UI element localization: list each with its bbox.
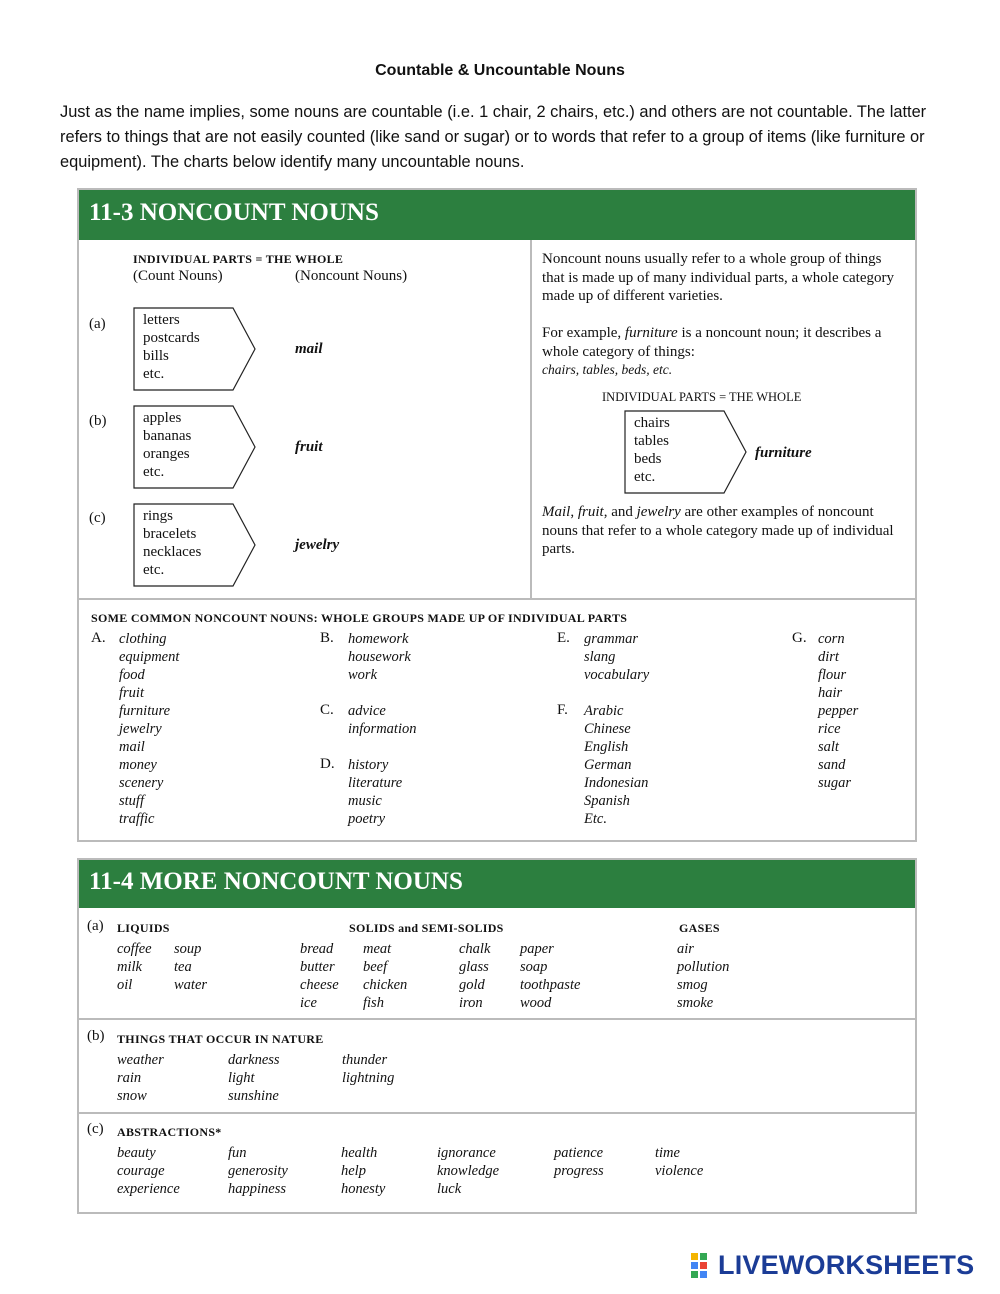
list-item: information: [348, 721, 417, 737]
explanation-paragraph-2: [542, 324, 904, 380]
list-item: food: [119, 667, 145, 683]
list-item: sand: [818, 757, 846, 773]
section-label: (b): [87, 1028, 105, 1044]
liquids-col-1: [117, 940, 152, 994]
list-item: flour: [818, 667, 847, 683]
list-item: letters: [143, 312, 180, 328]
abstractions-col-1: [117, 1144, 180, 1198]
common-nouns-heading: SOME COMMON NONCOUNT NOUNS: WHOLE GROUPS MADE UP OF INDIVIDUAL PARTS: [91, 611, 628, 625]
list-item: work: [348, 667, 377, 683]
list-item: wood: [520, 995, 552, 1011]
list-item: Chinese: [584, 721, 631, 737]
text-fragment: ,: [570, 504, 578, 520]
group-f-list: [584, 702, 648, 828]
list-item: glass: [459, 959, 489, 975]
list-item: weather: [117, 1052, 164, 1068]
section-label: (a): [87, 918, 104, 934]
list-item: mail: [119, 739, 145, 755]
list-item: pollution: [677, 959, 730, 975]
list-item: tea: [174, 959, 192, 975]
abstractions-col-6: [655, 1144, 703, 1180]
list-item: hair: [818, 685, 843, 701]
example-label: (b): [89, 413, 107, 429]
list-item: rings: [143, 508, 173, 524]
list-item: ice: [300, 995, 317, 1011]
list-item: honesty: [341, 1181, 386, 1197]
list-item: Etc.: [584, 811, 607, 827]
list-item: English: [584, 739, 629, 755]
list-item: knowledge: [437, 1163, 500, 1179]
list-item: corn: [818, 631, 845, 647]
section-divider: [79, 1018, 915, 1020]
intro-paragraph: Just as the name implies, some nouns are countable (i.e. 1 chair, 2 chairs, etc.) and others are not countable. The latter refers to things that are not easily counted (like sand or sugar) or to words that refer to a group of items (like furniture or equipment). The charts below identify many uncountable nouns.: [60, 103, 927, 171]
list-item: literature: [348, 775, 403, 791]
example-c-box: [133, 503, 257, 587]
list-item: stuff: [119, 793, 144, 809]
gases-col: [677, 940, 729, 1012]
list-item: history: [348, 757, 389, 773]
list-item: money: [119, 757, 157, 773]
section-divider: [79, 598, 915, 600]
list-item: pepper: [818, 703, 859, 719]
list-item: generosity: [228, 1163, 288, 1179]
list-item: happiness: [228, 1181, 286, 1197]
group-a-list: [119, 630, 179, 828]
list-item: toothpaste: [520, 977, 581, 993]
list-item: bracelets: [143, 526, 197, 542]
group-b-list: [348, 630, 411, 684]
list-item: patience: [554, 1145, 604, 1161]
group-c-list: [348, 702, 416, 738]
list-item: bananas: [143, 428, 192, 444]
list-item: furniture: [119, 703, 171, 719]
list-item: ignorance: [437, 1145, 496, 1161]
abstractions-heading: ABSTRACTIONS*: [117, 1125, 222, 1139]
solids-col-2: [363, 940, 407, 1012]
section-divider: [79, 1112, 915, 1114]
list-item: rice: [818, 721, 841, 737]
chart-11-3: [77, 188, 917, 842]
example-label: (a): [89, 316, 106, 332]
list-item: thunder: [342, 1052, 388, 1068]
list-item: sugar: [818, 775, 852, 791]
solids-col-3: [459, 940, 490, 1012]
list-item: Arabic: [584, 703, 624, 719]
list-item: clothing: [119, 631, 167, 647]
list-item: music: [348, 793, 382, 809]
list-item: salt: [818, 739, 839, 755]
list-item: lightning: [342, 1070, 395, 1086]
list-item: progress: [554, 1163, 604, 1179]
list-item: bills: [143, 348, 169, 364]
list-item: dirt: [818, 649, 839, 665]
whole-noun-mail: mail: [295, 341, 323, 357]
list-item: homework: [348, 631, 409, 647]
diagram-heading: INDIVIDUAL PARTS = THE WHOLE: [602, 390, 802, 404]
group-letter: E.: [557, 630, 570, 646]
text-fragment: furniture: [624, 325, 678, 341]
list-item: etc.: [143, 366, 165, 382]
text-fragment: are other examples of noncount nouns that refer to a whole category made up of individual parts.: [542, 504, 894, 557]
list-item: chicken: [363, 977, 408, 993]
group-letter: B.: [320, 630, 334, 646]
gases-heading: GASES: [679, 921, 720, 935]
explanation-paragraph-1: Noncount nouns usually refer to a whole group of things that is made up of many individual parts, a whole category made up of different varieties.: [542, 251, 894, 304]
list-item: beef: [363, 959, 388, 975]
parts-whole-heading: INDIVIDUAL PARTS = THE WHOLE: [133, 252, 344, 266]
nature-heading: THINGS THAT OCCUR IN NATURE: [117, 1032, 324, 1046]
text-fragment: fruit: [577, 504, 604, 520]
list-item: iron: [459, 995, 483, 1011]
abstractions-col-2: [228, 1144, 288, 1198]
nature-col-3: [342, 1051, 394, 1087]
list-item: etc.: [143, 562, 165, 578]
list-item: soap: [520, 959, 548, 975]
list-item: butter: [300, 959, 335, 975]
example-label: (c): [89, 510, 106, 526]
noncount-nouns-subheading: (Noncount Nouns): [295, 268, 408, 284]
list-item: rain: [117, 1070, 142, 1086]
list-item: oranges: [143, 446, 190, 462]
list-item: apples: [143, 410, 182, 426]
list-item: coffee: [117, 941, 152, 957]
group-letter: D.: [320, 756, 335, 772]
list-item: grammar: [584, 631, 638, 647]
list-item: time: [655, 1145, 680, 1161]
group-e-list: [584, 630, 649, 684]
list-item: vocabulary: [584, 667, 650, 683]
count-nouns-subheading: (Count Nouns): [133, 268, 223, 284]
liveworksheets-logo-icon: [691, 1253, 715, 1279]
list-item: cheese: [300, 977, 339, 993]
whole-noun-furniture: furniture: [755, 445, 812, 461]
furniture-box: [624, 410, 748, 494]
group-letter: C.: [320, 702, 334, 718]
liquids-col-2: [174, 940, 207, 994]
list-item: housework: [348, 649, 411, 665]
list-item: fruit: [119, 685, 144, 701]
list-item: scenery: [119, 775, 164, 791]
list-item: traffic: [119, 811, 155, 827]
list-item: smoke: [677, 995, 714, 1011]
list-item: sunshine: [228, 1088, 279, 1104]
example-list: chairs, tables, beds, etc.: [542, 362, 673, 377]
list-item: bread: [300, 941, 334, 957]
list-item: darkness: [228, 1052, 280, 1068]
solids-heading: SOLIDS and SEMI-SOLIDS: [349, 921, 504, 935]
section-label: (c): [87, 1121, 104, 1137]
list-item: postcards: [143, 330, 200, 346]
text-fragment: jewelry: [636, 504, 681, 520]
list-item: etc.: [143, 464, 165, 480]
list-item: Spanish: [584, 793, 630, 809]
list-item: slang: [584, 649, 616, 665]
list-item: health: [341, 1145, 378, 1161]
list-item: snow: [117, 1088, 147, 1104]
solids-col-1: [300, 940, 339, 1012]
list-item: poetry: [348, 811, 386, 827]
list-item: chalk: [459, 941, 491, 957]
nature-col-1: [117, 1051, 164, 1105]
abstractions-col-4: [437, 1144, 499, 1198]
list-item: violence: [655, 1163, 704, 1179]
list-item: beds: [634, 451, 662, 467]
abstractions-col-5: [554, 1144, 604, 1180]
list-item: soup: [174, 941, 202, 957]
list-item: milk: [117, 959, 142, 975]
text-fragment: , and: [603, 504, 637, 520]
list-item: courage: [117, 1163, 165, 1179]
chart-11-3-header: 11-3 NONCOUNT NOUNS: [79, 190, 915, 240]
list-item: chairs: [634, 415, 670, 431]
column-divider: [530, 240, 532, 598]
list-item: oil: [117, 977, 133, 993]
text-fragment: Mail: [542, 504, 571, 520]
example-b-box: [133, 405, 257, 489]
list-item: air: [677, 941, 694, 957]
whole-noun-jewelry: jewelry: [295, 537, 340, 553]
text-fragment: For example,: [542, 325, 625, 341]
list-item: smog: [677, 977, 708, 993]
list-item: etc.: [634, 469, 656, 485]
abstractions-col-3: [341, 1144, 385, 1198]
chart-11-4: [77, 858, 917, 1214]
group-g-list: [818, 630, 858, 792]
text-fragment: is a noncount noun; it describes a whole category of things:: [542, 325, 882, 360]
list-item: equipment: [119, 649, 180, 665]
list-item: fun: [228, 1145, 247, 1161]
list-item: jewelry: [119, 721, 162, 737]
group-letter: F.: [557, 702, 568, 718]
group-d-list: [348, 756, 402, 828]
list-item: Indonesian: [584, 775, 649, 791]
liquids-heading: LIQUIDS: [117, 921, 170, 935]
list-item: meat: [363, 941, 392, 957]
group-letter: G.: [792, 630, 807, 646]
list-item: beauty: [117, 1145, 156, 1161]
explanation-paragraph-3: [542, 503, 904, 559]
list-item: luck: [437, 1181, 462, 1197]
liveworksheets-logo[interactable]: LIVEWORKSHEETS: [718, 1250, 975, 1280]
whole-noun-fruit: fruit: [295, 439, 323, 455]
page-title: Countable & Uncountable Nouns: [375, 62, 625, 79]
list-item: advice: [348, 703, 386, 719]
group-letter: A.: [91, 630, 106, 646]
list-item: necklaces: [143, 544, 202, 560]
list-item: gold: [459, 977, 485, 993]
list-item: help: [341, 1163, 366, 1179]
example-a-box: [133, 307, 257, 391]
list-item: water: [174, 977, 208, 993]
list-item: light: [228, 1070, 255, 1086]
chart-11-4-header: 11-4 MORE NONCOUNT NOUNS: [79, 860, 915, 908]
list-item: paper: [520, 941, 554, 957]
solids-col-4: [520, 940, 580, 1012]
list-item: experience: [117, 1181, 180, 1197]
list-item: tables: [634, 433, 669, 449]
nature-col-2: [228, 1051, 280, 1105]
list-item: fish: [363, 995, 384, 1011]
list-item: German: [584, 757, 632, 773]
